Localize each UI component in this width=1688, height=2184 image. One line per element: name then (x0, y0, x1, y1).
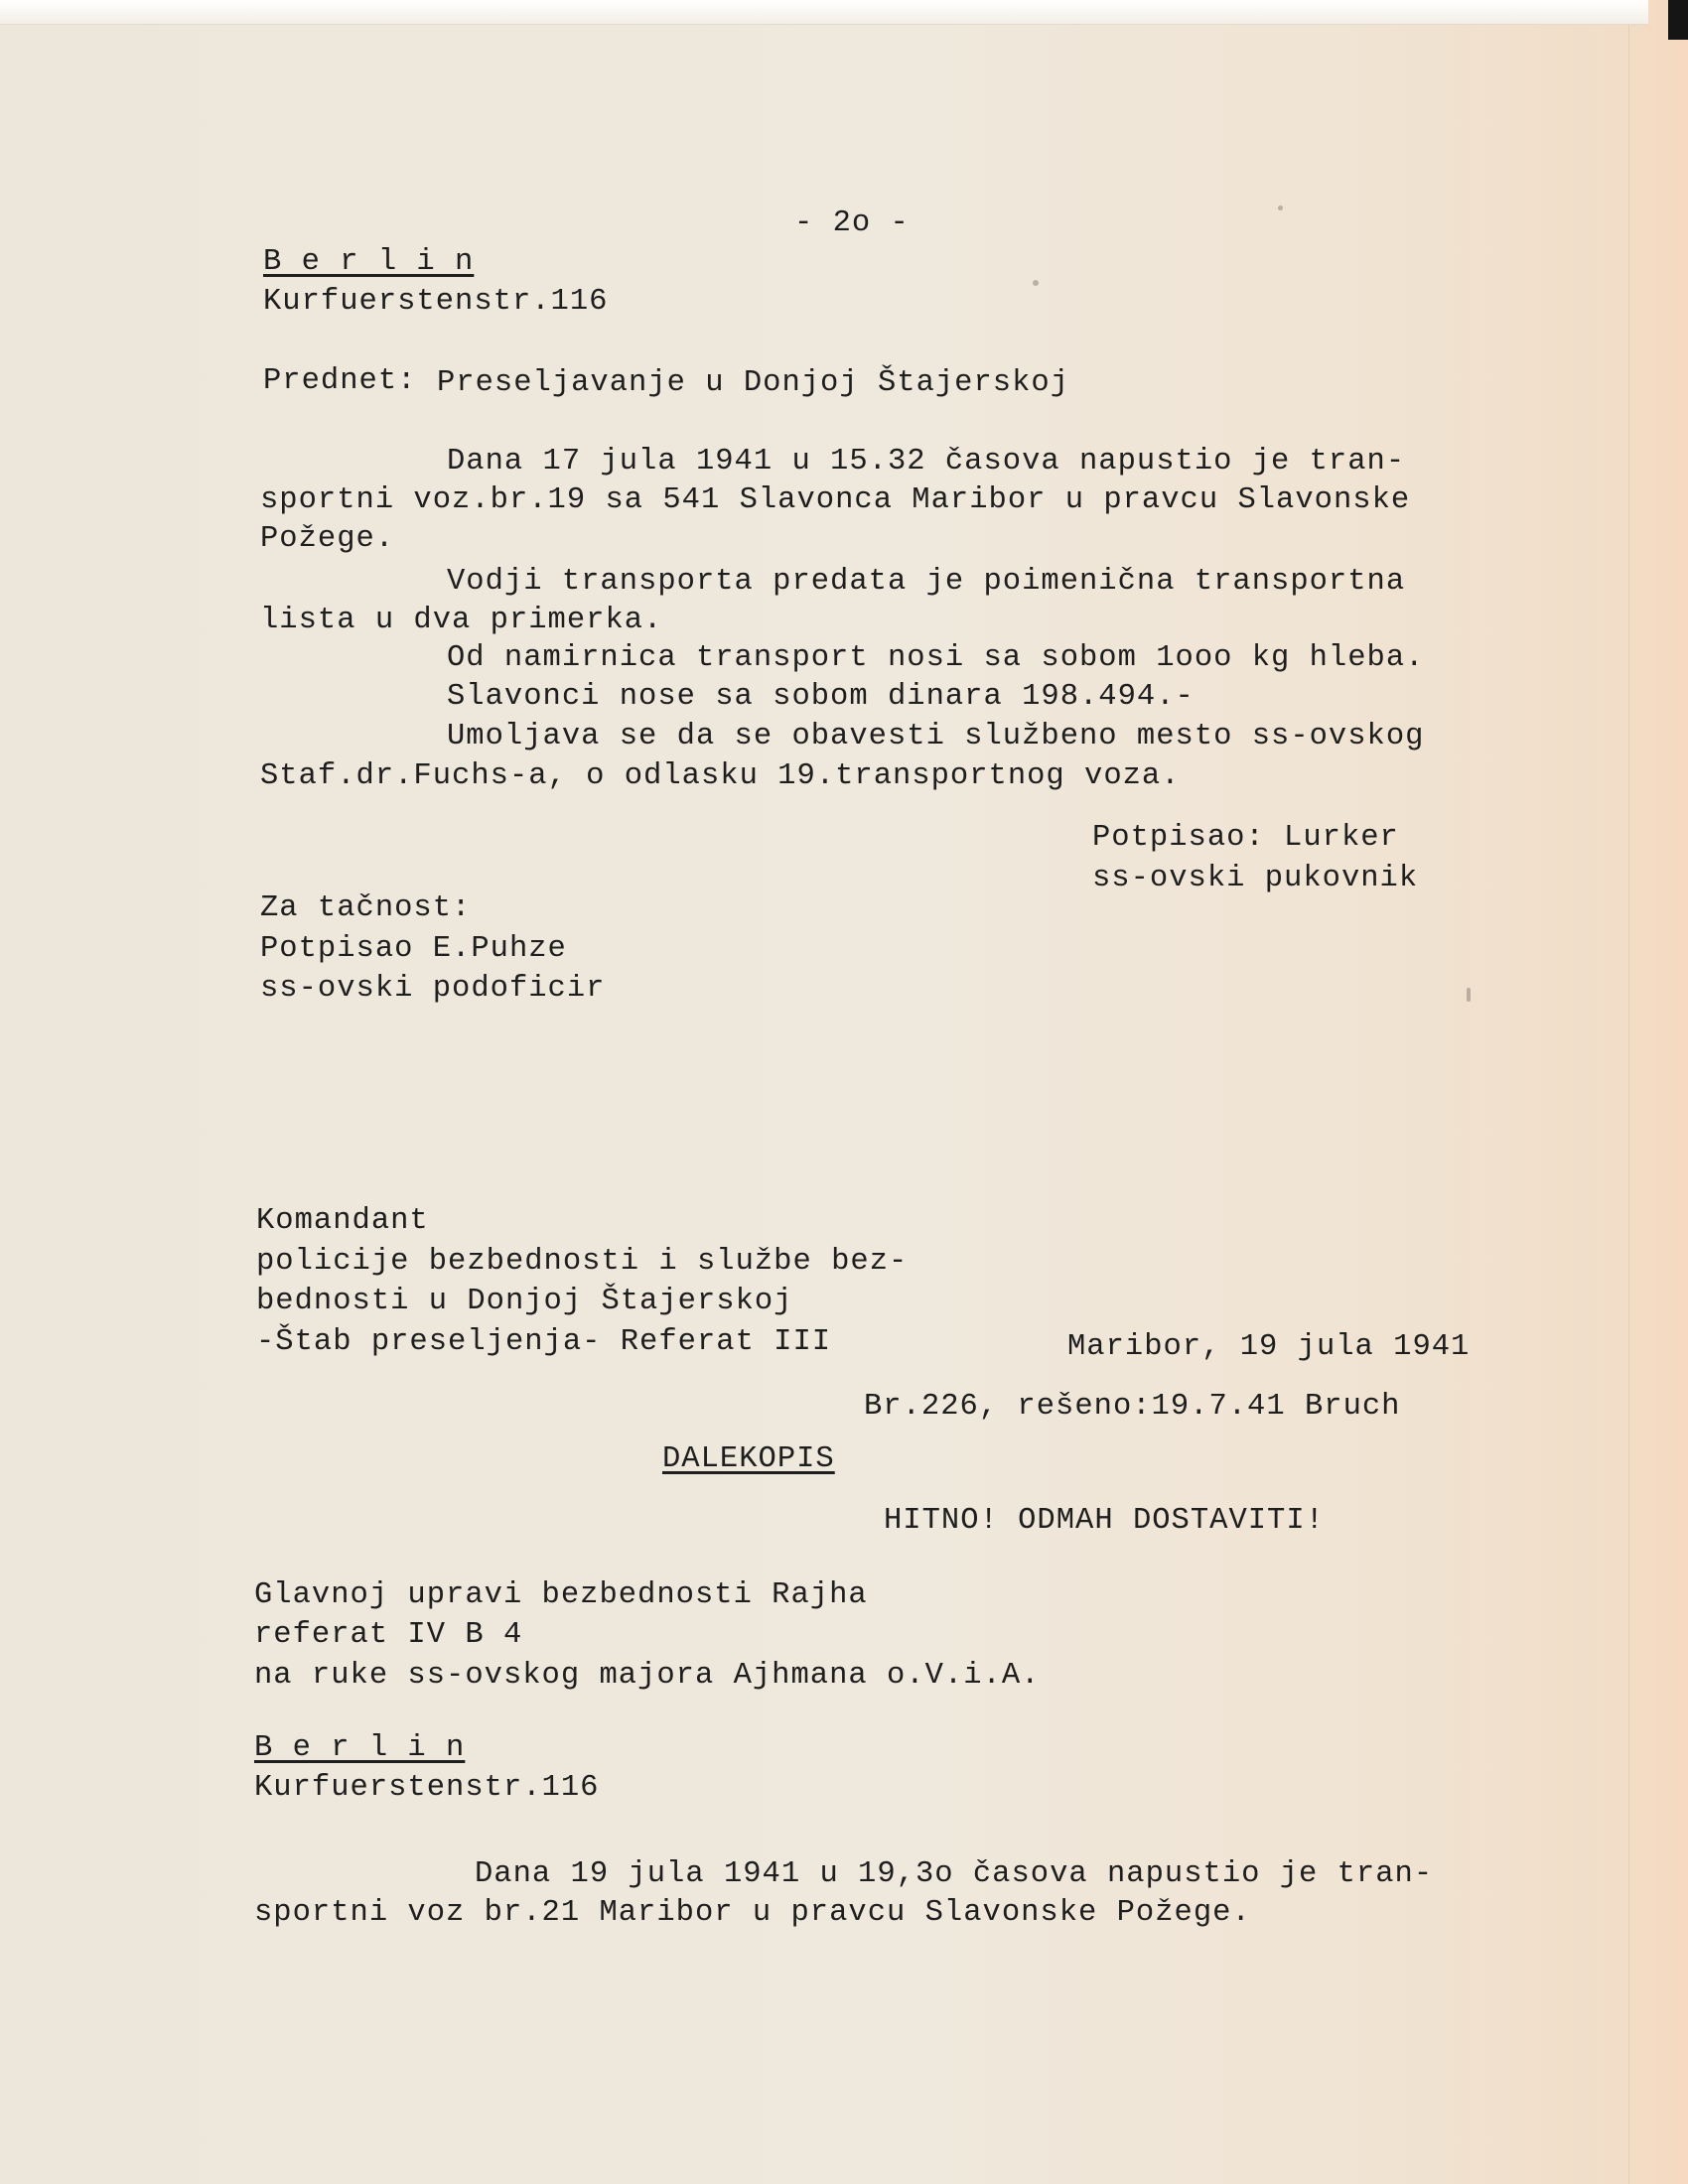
recipient-line: na ruke ss-ovskog majora Ajhmana o.V.i.A. (254, 1659, 1041, 1693)
sender-line: bednosti u Donjoj Štajerskoj (256, 1285, 793, 1318)
accuracy-rank: ss-ovski podoficir (260, 972, 606, 1006)
body-line: Slavonci nose sa sobom dinara 198.494.- (447, 680, 1195, 714)
accuracy-label: Za tačnost: (260, 891, 472, 925)
subject-label: Prednet: (263, 364, 417, 398)
sender-line: Komandant (256, 1204, 429, 1238)
page-edge (1628, 0, 1688, 2184)
sender-line: policije bezbednosti i službe bez- (256, 1245, 909, 1279)
addressee-street: Kurfuerstenstr.116 (254, 1771, 600, 1805)
body-line: Od namirnica transport nosi sa sobom 1ooo kg hleba. (447, 641, 1425, 675)
page-number: - 2o - (794, 206, 910, 240)
recipient-line: Glavnoj upravi bezbednosti Rajha (254, 1578, 868, 1612)
body-line: Vodji transporta predata je poimenična transportna (447, 565, 1406, 599)
ink-spot (1467, 988, 1471, 1002)
place-date: Maribor, 19 jula 1941 (1067, 1330, 1471, 1364)
recipient-line: referat IV B 4 (254, 1618, 523, 1652)
ink-spot (1033, 280, 1039, 286)
body-line: sportni voz br.21 Maribor u pravcu Slavonske Požege. (254, 1896, 1251, 1930)
telex-title: DALEKOPIS (662, 1442, 835, 1476)
addressee-city: B e r l i n (254, 1731, 466, 1765)
reference-number: Br.226, rešeno:19.7.41 Bruch (864, 1390, 1401, 1424)
body-line: Požege. (260, 522, 395, 556)
body-line: Dana 19 jula 1941 u 19,3o časova napustio je tran- (475, 1857, 1434, 1891)
addressee-street: Kurfuerstenstr.116 (263, 285, 609, 319)
signature-rank: ss-ovski pukovnik (1092, 862, 1419, 895)
scan-corner-mark (1668, 0, 1688, 40)
body-line: lista u dva primerka. (260, 604, 663, 637)
body-line: Staf.dr.Fuchs-a, o odlasku 19.transportnog voza. (260, 759, 1181, 793)
body-line: Dana 17 jula 1941 u 15.32 časova napustio je tran- (447, 445, 1406, 478)
ink-spot (1278, 205, 1283, 210)
scan-top-margin (0, 0, 1648, 25)
body-line: sportni voz.br.19 sa 541 Slavonca Maribor u pravcu Slavonske (260, 483, 1411, 517)
subject-text: Preseljavanje u Donjoj Štajerskoj (437, 366, 1069, 400)
addressee-city: B e r l i n (263, 245, 475, 279)
body-line: Umoljava se da se obavesti službeno mesto ss-ovskog (447, 720, 1425, 753)
urgent-notice: HITNO! ODMAH DOSTAVITI! (884, 1504, 1325, 1538)
accuracy-signature: Potpisao E.Puhze (260, 932, 567, 966)
signature-name: Potpisao: Lurker (1092, 821, 1399, 855)
sender-line: -Štab preseljenja- Referat III (256, 1325, 832, 1359)
